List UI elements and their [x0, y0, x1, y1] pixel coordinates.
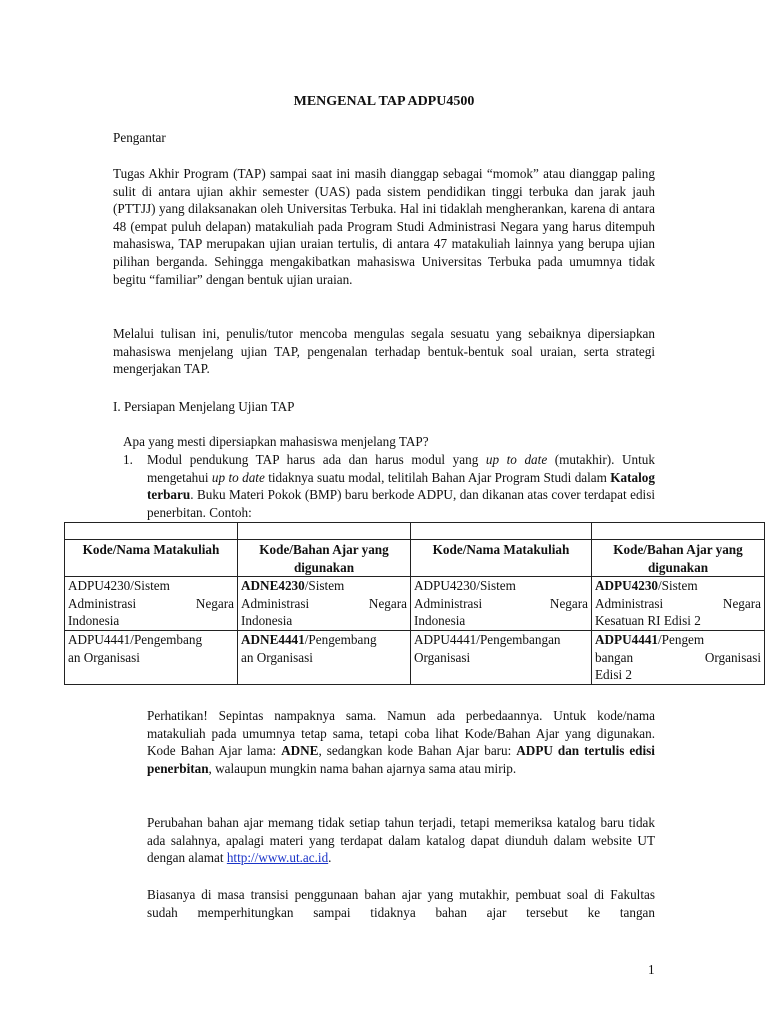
paragraph-perhatikan [147, 707, 655, 777]
cell-line [241, 577, 407, 595]
cell-line: Administrasi Negara [595, 595, 761, 611]
heading-pengantar: Pengantar [113, 130, 166, 145]
table-cell [411, 630, 592, 684]
item1-uptodate-2: up to date [211, 469, 265, 485]
cell-line: ADPU4441/Pengembang [68, 631, 203, 647]
cell-line [241, 631, 407, 649]
cell-line: Administrasi Negara [68, 595, 234, 611]
paragraph-purpose: Melalui tulisan ini, penulis/tutor mencoba mengulas segala sesuatu yang sebaiknya dipersiapkan mahasiswa menjelang ujian TAP, pengenalan terhadap bentuk-bentuk soal uraian, serta strategi mengerjakan TAP. [113, 326, 655, 377]
table-cell [592, 630, 765, 684]
item1-text-d: . Buku Materi Pokok (BMP) baru berkode ADPU, dan dikanan atas cover terdapat edisi penerbitan. Contoh: [147, 487, 655, 520]
cell-line: Administrasi Negara [241, 595, 407, 611]
item1-text-a: Modul pendukung TAP harus ada dan harus modul yang [147, 452, 486, 467]
table-header-cell: Kode/Bahan Ajar yang digunakan [238, 540, 411, 577]
table-row [65, 630, 765, 684]
cell-text: /Sistem [658, 578, 698, 594]
question-line: Apa yang mesti dipersiapkan mahasiswa menjelang TAP? [123, 434, 429, 449]
cell-line: Indonesia [414, 613, 466, 629]
cell-line: Edisi 2 [595, 667, 632, 683]
cell-line [595, 631, 761, 649]
table-header-row [65, 540, 765, 577]
bahan-ajar-code: ADNE4230 [241, 578, 305, 594]
bahan-ajar-code: ADPU4230 [595, 578, 659, 594]
document-title: MENGENAL TAP ADPU4500 [293, 94, 475, 109]
table-cell [65, 630, 238, 684]
paragraph-perubahan [147, 814, 655, 867]
table-cell [238, 577, 411, 631]
note2-text: Perubahan bahan ajar memang tidak setiap tahun terjadi, tetapi memeriksa katalog baru tidak ada salahnya, apalagi materi yang terdapat dalam katalog dapat diunduh dalam website UT dengan alamat [147, 815, 655, 866]
bahan-ajar-code: ADNE4441 [241, 631, 305, 647]
list-item-1 [147, 451, 655, 521]
cell-line: an Organisasi [241, 649, 313, 665]
list-number-1: 1. [123, 452, 133, 467]
cell-line: Kesatuan RI Edisi 2 [595, 613, 701, 629]
cell-line: an Organisasi [68, 649, 140, 665]
paragraph-transisi: Biasanya di masa transisi penggunaan bahan ajar yang mutakhir, pembuat soal di Fakultas sudah memperhitungkan sampai tidaknya bahan ajar tersebut ke tangan [147, 887, 655, 920]
section-heading-persiapan: I. Persiapan Menjelang Ujian TAP [113, 399, 295, 414]
cell-text: /Pengembang [304, 631, 377, 647]
note1-new-code: ADPU dan tertulis edisi penerbitan [147, 743, 655, 776]
table-cell [592, 577, 765, 631]
item1-text-c: tidaknya suatu modal, telitilah Bahan Ajar Program Studi dalam [264, 469, 611, 485]
cell-line: Organisasi [414, 649, 471, 665]
item1-uptodate-1: up to date [485, 452, 548, 467]
ut-website-link[interactable]: http://www.ut.ac.id [226, 850, 329, 866]
cell-line: ADPU4441/Pengembangan [414, 631, 561, 647]
table-row [65, 577, 765, 631]
table-cell [65, 577, 238, 631]
table-header-cell: Kode/Bahan Ajar yang digunakan [592, 540, 765, 577]
cell-text: /Pengem [658, 631, 705, 647]
bahan-ajar-code: ADPU4441 [595, 631, 659, 647]
item1-text-b: (mutakhir). Untuk mengetahui [147, 452, 655, 485]
table-header-cell: Kode/Nama Matakuliah [411, 540, 592, 577]
table-header-cell: Kode/Nama Matakuliah [65, 540, 238, 577]
page-number: 1 [648, 962, 655, 977]
course-code-table [64, 522, 765, 685]
cell-line: Indonesia [241, 613, 293, 629]
cell-line: bangan Organisasi [595, 649, 761, 665]
note1-text-a: Perhatikan! Sepintas nampaknya sama. Namun ada perbedaannya. Untuk kode/nama matakuliah pada umumnya tetap sama, tetapi coba lihat Kode/Bahan Ajar yang digunakan. Kode Bahan Ajar lama: [147, 708, 655, 759]
note1-text-b: , sedangkan kode Bahan Ajar baru: [318, 743, 517, 759]
cell-line: ADPU4230/Sistem [414, 578, 516, 594]
item1-katalog: Katalog terbaru [147, 469, 655, 503]
cell-line: ADPU4230/Sistem [68, 578, 170, 594]
cell-text: /Sistem [304, 578, 345, 594]
table-cell [238, 630, 411, 684]
note1-old-code: ADNE [281, 743, 319, 759]
note1-text-c: , walaupun mungkin nama bahan ajarnya sama atau mirip. [208, 760, 517, 776]
table-cell [411, 577, 592, 631]
cell-line: Indonesia [68, 613, 120, 629]
cell-line: Administrasi Negara [414, 595, 588, 611]
note2-text-end: . [328, 850, 332, 866]
table-spacer-row [65, 523, 765, 540]
paragraph-intro: Tugas Akhir Program (TAP) sampai saat ini masih dianggap sebagai “momok” atau dianggap paling sulit di antara ujian akhir semester (UAS) pada sistem pendidikan tinggi terbuka dan jarak jauh (PTTJJ) yang dilaksanakan oleh Universitas Terbuka. Hal ini tidaklah mengherankan, karena di antara 48 (empat puluh delapan) matakuliah pada Program Studi Administrasi Negara yang harus ditempuh mahasiswa, TAP merupakan ujian uraian tertulis, di antara 47 matakuliah lainnya yang berupa ujian pilihan berganda. Sehingga mengakibatkan mahasiswa Universitas Terbuka pada umumnya tidak begitu “familiar” dengan bentuk ujian uraian. [113, 166, 655, 287]
cell-line [595, 577, 761, 595]
